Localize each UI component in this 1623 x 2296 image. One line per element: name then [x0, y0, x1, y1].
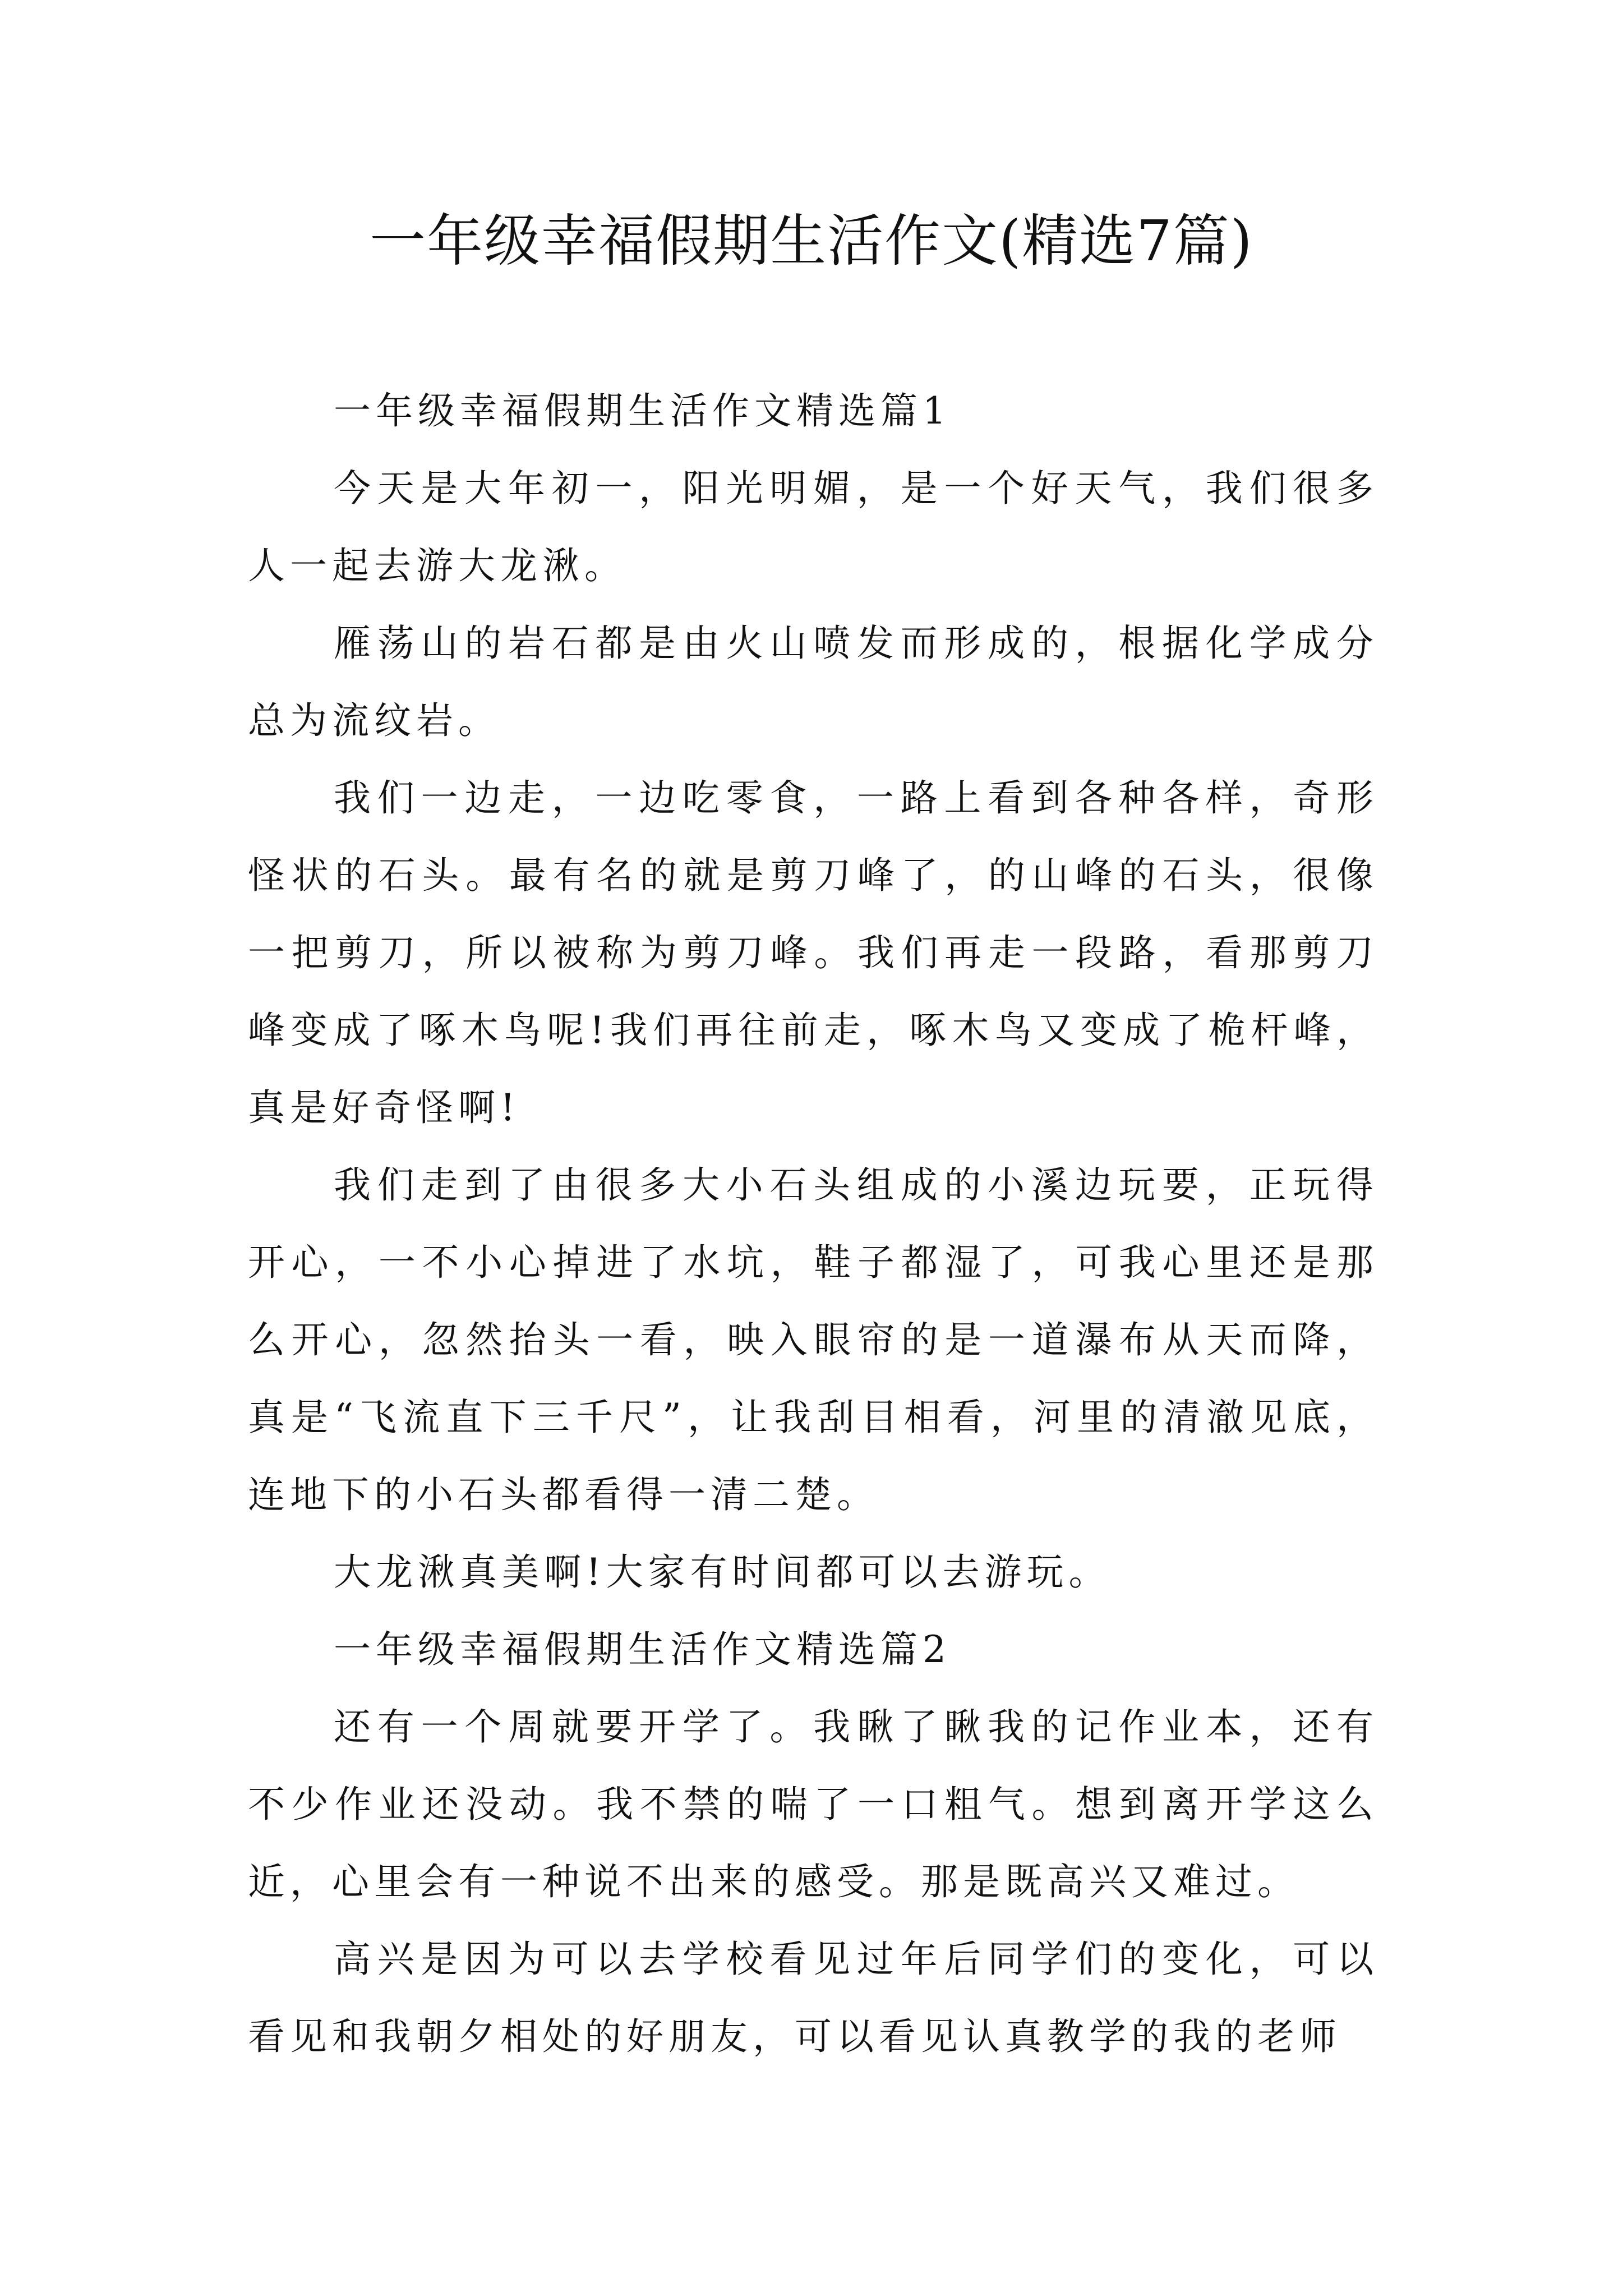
- section-heading-2: 一年级幸福假期生活作文精选篇2: [334, 1628, 951, 1671]
- paragraph: 雁荡山的岩石都是由火山喷发而形成的，根据化学成分总为流纹岩。: [248, 622, 1378, 742]
- document-body: [248, 372, 1378, 2076]
- section-heading-1: 一年级幸福假期生活作文精选篇1: [334, 389, 951, 432]
- paragraph: 今天是大年初一，阳光明媚，是一个好天气，我们很多人一起去游大龙湫。: [248, 467, 1378, 587]
- paragraph: 我们一边走，一边吃零食，一路上看到各种各样，奇形怪状的石头。最有名的就是剪刀峰了，的山峰的石头，很像一把剪刀，所以被称为剪刀峰。我们再走一段路，看那剪刀峰变成了啄木鸟呢!我们再往前走，啄木鸟又变成了桅杆峰，真是好奇怪啊!: [248, 776, 1378, 1129]
- paragraph: 还有一个周就要开学了。我瞅了瞅我的记作业本，还有不少作业还没动。我不禁的喘了一口粗气。想到离开学这么近，心里会有一种说不出来的感受。那是既高兴又难过。: [248, 1705, 1378, 1903]
- paragraph: 高兴是因为可以去学校看见过年后同学们的变化，可以看见和我朝夕相处的好朋友，可以看见认真教学的我的老师: [248, 1938, 1378, 2058]
- paragraph: 大龙湫真美啊!大家有时间都可以去游玩。: [334, 1550, 1111, 1594]
- paragraph: 我们走到了由很多大小石头组成的小溪边玩要，正玩得开心，一不小心掉进了水坑，鞋子都湿了，可我心里还是那么开心，忽然抬头一看，映入眼帘的是一道瀑布从天而降，真是“飞流直下三千尺”，让我刮目相看，河里的清澈见底，连地下的小石头都看得一清二楚。: [248, 1163, 1378, 1516]
- document-title: 一年级幸福假期生活作文(精选7篇): [370, 208, 1253, 274]
